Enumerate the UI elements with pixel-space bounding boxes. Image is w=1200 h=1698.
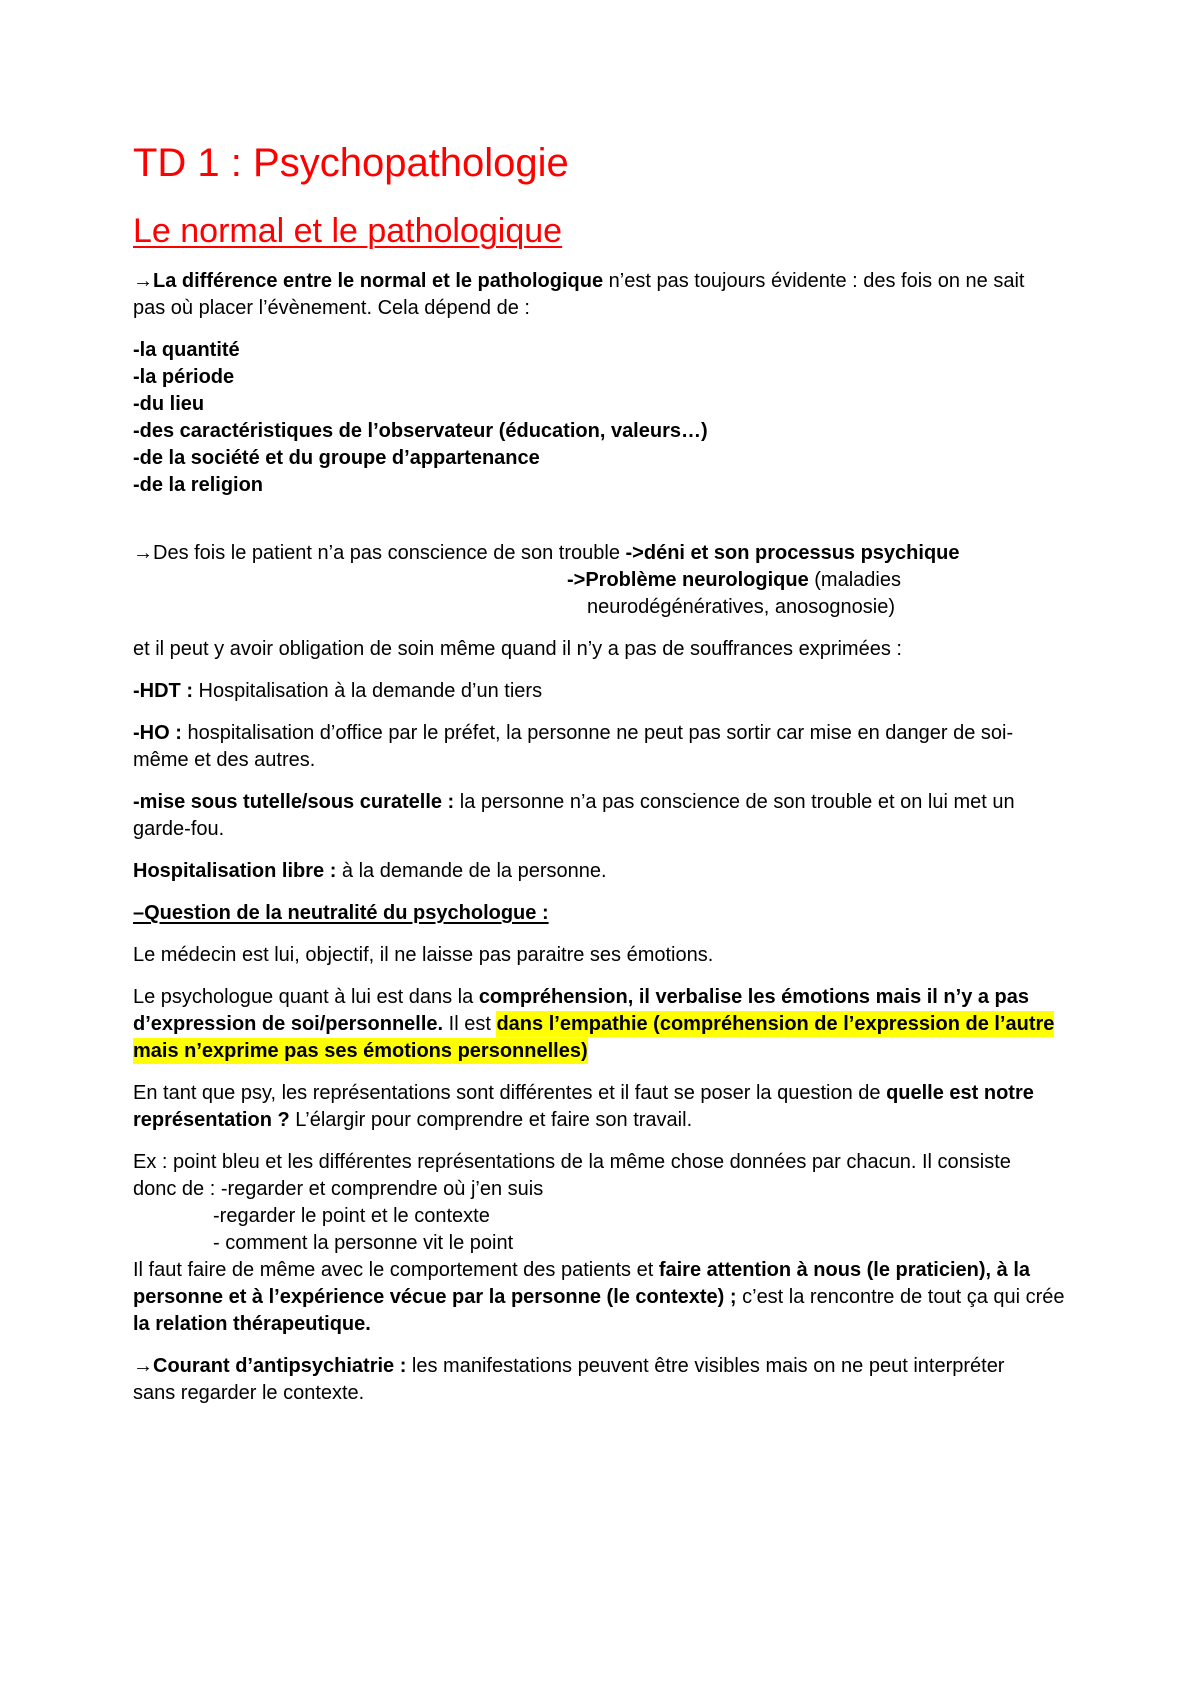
antipsychiatry-text: les manifestations peuvent être visibles mais on ne peut interpréter: [406, 1355, 1005, 1377]
neutrality-heading-paragraph: [133, 900, 1133, 927]
criteria-item: -de la religion: [133, 474, 264, 496]
tutelle-paragraph: [133, 789, 1133, 843]
obligation-text: et il peut y avoir obligation de soin même quand il n’y a pas de souffrances exprimées :: [133, 638, 902, 660]
tutelle-label: -mise sous tutelle/sous curatelle :: [133, 791, 455, 813]
tutelle-text: garde-fou.: [133, 818, 225, 840]
text-line: [133, 1311, 1133, 1338]
text-line: [133, 1038, 1133, 1065]
example-step: - comment la personne vit le point: [213, 1232, 514, 1254]
text-line: [133, 295, 1133, 322]
criteria-item: -du lieu: [133, 393, 205, 415]
intro-paragraph: [133, 268, 1133, 322]
example-text: donc de : -regarder et comprendre où j’en suis: [133, 1178, 544, 1200]
psychologist-emphasis: d’expression de soi/personnelle.: [133, 1013, 444, 1035]
example-text: Il faut faire de même avec le comportement des patients et: [133, 1259, 659, 1281]
arrow-icon: →: [133, 1355, 153, 1377]
antipsychiatry-paragraph: [133, 1353, 1133, 1407]
awareness-neurological: ->Problème neurologique: [567, 569, 809, 591]
text-line: [133, 789, 1133, 816]
text-line: [133, 747, 1133, 774]
text-line: [133, 1257, 1133, 1284]
ho-text: même et des autres.: [133, 749, 316, 771]
text-line: [133, 720, 1133, 747]
text-line: [133, 1107, 1133, 1134]
text-line: [133, 1284, 1133, 1311]
representations-text: L’élargir pour comprendre et faire son travail.: [289, 1109, 693, 1131]
hdt-label: -HDT :: [133, 680, 193, 702]
example-paragraph: [133, 1149, 1133, 1338]
ho-text: hospitalisation d’office par le préfet, la personne ne peut pas sortir car mise en danger de soi-: [181, 722, 1014, 744]
awareness-text: Des fois le patient n’a pas conscience de son trouble: [153, 542, 626, 564]
antipsychiatry-label: Courant d’antipsychiatrie :: [153, 1355, 407, 1377]
obligation-paragraph: [133, 636, 1133, 663]
text-line: [133, 816, 1133, 843]
psychologist-text: Il est: [443, 1013, 497, 1035]
text-line: [133, 678, 1133, 705]
document-body: [133, 268, 1133, 1422]
ho-paragraph: [133, 720, 1133, 774]
arrow-icon: →: [133, 542, 153, 564]
antipsychiatry-text: sans regarder le contexte.: [133, 1382, 365, 1404]
text-line: [133, 984, 1133, 1011]
text-line: [133, 1080, 1133, 1107]
criteria-item: -la quantité: [133, 339, 240, 361]
awareness-text: (maladies: [808, 569, 901, 591]
criteria-item: -la période: [133, 366, 235, 388]
example-emphasis: personne et à l’expérience vécue par la personne (le contexte) ;: [133, 1286, 737, 1308]
psychologist-paragraph: [133, 984, 1133, 1065]
psychologist-emphasis: compréhension, il verbalise les émotions mais il n’y a pas: [478, 986, 1030, 1008]
text-line: [133, 858, 1133, 885]
representations-emphasis: représentation ?: [133, 1109, 290, 1131]
text-line: [133, 1353, 1133, 1380]
intro-text: pas où placer l’évènement. Cela dépend de :: [133, 297, 530, 319]
example-emphasis: la relation thérapeutique.: [133, 1313, 371, 1335]
hdt-text: Hospitalisation à la demande d’un tiers: [192, 680, 543, 702]
section-heading: Le normal et le pathologique: [133, 212, 563, 250]
example-text: c’est la rencontre de tout ça qui crée: [736, 1286, 1065, 1308]
example-emphasis: faire attention à nous (le praticien), à la: [658, 1259, 1031, 1281]
example-step: -regarder le point et le contexte: [213, 1205, 490, 1227]
empathy-highlight: mais n’exprime pas ses émotions personnelles): [133, 1040, 588, 1062]
awareness-paragraph: [133, 540, 1133, 621]
libre-label: Hospitalisation libre :: [133, 860, 337, 882]
document-title: TD 1 : Psychopathologie: [133, 141, 569, 185]
arrow-icon: →: [133, 270, 153, 292]
criteria-item: -des caractéristiques de l’observateur (éducation, valeurs…): [133, 420, 708, 442]
neutrality-heading: –Question de la neutralité du psychologue :: [133, 902, 549, 924]
example-text: Ex : point bleu et les différentes représentations de la même chose données par chacun. Il consiste: [133, 1151, 1011, 1173]
representations-emphasis: quelle est notre: [886, 1082, 1034, 1104]
doctor-paragraph: [133, 942, 1133, 969]
text-line: [133, 594, 1133, 621]
doctor-text: Le médecin est lui, objectif, il ne laisse pas paraitre ses émotions.: [133, 944, 714, 966]
psychologist-text: Le psychologue quant à lui est dans la: [133, 986, 479, 1008]
ho-label: -HO :: [133, 722, 182, 744]
representations-text: En tant que psy, les représentations sont différentes et il faut se poser la question de: [133, 1082, 887, 1104]
representations-paragraph: [133, 1080, 1133, 1134]
empathy-highlight: dans l’empathie (compréhension de l’expression de l’autre: [496, 1013, 1055, 1035]
text-line: [133, 900, 1133, 927]
text-line: [133, 1380, 1133, 1407]
intro-text: n’est pas toujours évidente : des fois on ne sait: [603, 270, 1025, 292]
text-line: [133, 268, 1133, 295]
libre-text: à la demande de la personne.: [336, 860, 607, 882]
text-line: [133, 1011, 1133, 1038]
text-line: [133, 567, 1133, 594]
awareness-denial: ->déni et son processus psychique: [625, 542, 960, 564]
criteria-item: -de la société et du groupe d’appartenance: [133, 447, 540, 469]
awareness-text: neurodégénératives, anosognosie): [587, 596, 895, 618]
text-line: [133, 540, 1133, 567]
tutelle-text: la personne n’a pas conscience de son trouble et on lui met un: [454, 791, 1015, 813]
libre-paragraph: [133, 858, 1133, 885]
criteria-list: [133, 337, 1133, 499]
intro-key-phrase: La différence entre le normal et le pathologique: [153, 270, 604, 292]
hdt-paragraph: [133, 678, 1133, 705]
